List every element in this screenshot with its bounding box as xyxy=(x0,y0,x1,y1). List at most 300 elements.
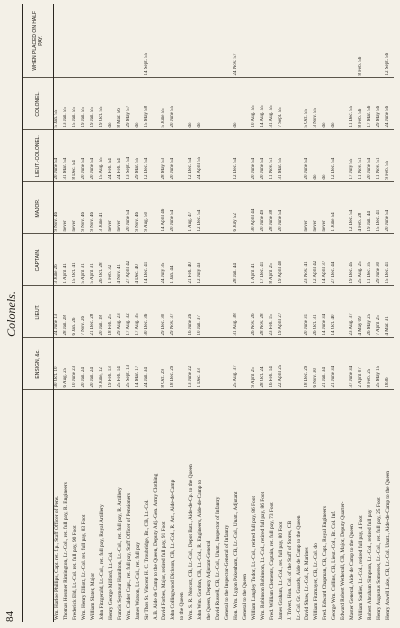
officer-name-cell: Thomas Hosmer Rimington, Lt.-Col., ret. full pay, R. Engineers xyxy=(63,482,70,620)
officer-name-cell: David Shaw, Lt.-Col., R. Marines xyxy=(304,547,311,620)
date-cell xyxy=(215,234,224,286)
date-cell: 20 June 54 xyxy=(385,182,394,234)
date-cell: 19 Jan. 55 xyxy=(81,78,90,130)
date-cell: 24 June 13 xyxy=(54,286,64,338)
officer-name-cell: George Wm. Collins, CB, Lieut.-Col., Bt. Col. Inf. xyxy=(331,510,338,620)
date-cell: 15 Jan. 55 xyxy=(72,78,81,130)
officer-name-cell: General to the Inspector-General of Infantry xyxy=(224,524,231,620)
table-row xyxy=(72,4,81,622)
date-cell xyxy=(224,130,233,182)
date-cell xyxy=(153,286,162,338)
table-row xyxy=(126,4,135,622)
date-cell xyxy=(179,286,188,338)
date-cell xyxy=(340,130,349,182)
date-cell xyxy=(242,4,251,78)
date-cell: 20 Jan. 24 xyxy=(90,338,99,390)
date-cell: never xyxy=(63,182,72,234)
date-cell xyxy=(224,182,233,234)
date-cell: never xyxy=(313,182,322,234)
date-cell: 23 Feb. 15 xyxy=(269,286,278,338)
date-cell: 11 Nov. 51 xyxy=(358,130,367,182)
date-cell xyxy=(206,182,215,234)
officer-name-cell: John Fitzgerald, Lt.-Col., ret. full pay, Royal Artillery xyxy=(98,504,105,620)
date-cell: 24 Jan. 34 xyxy=(144,338,153,390)
date-cell: 20 June 49 xyxy=(260,182,269,234)
date-cell: 4 Dec. 40 xyxy=(135,234,144,286)
date-cell: 29 June 30 xyxy=(376,234,385,286)
date-cell xyxy=(296,4,305,78)
date-cell: do xyxy=(197,78,206,130)
date-cell xyxy=(179,338,188,390)
date-cell: do xyxy=(322,78,331,130)
table-row xyxy=(376,4,385,622)
date-cell xyxy=(224,78,233,130)
table-row xyxy=(108,4,117,622)
date-cell xyxy=(72,4,81,78)
date-cell: 1 June 54 xyxy=(331,182,340,234)
officer-name-cell: A.B. Aide de Camp to the Queen, Deputy Adj.-Gen. Army Clothing xyxy=(152,473,159,620)
date-cell: 21 Dec. 28 xyxy=(90,286,99,338)
date-cell: 24 Nov. 57 xyxy=(233,4,242,78)
table-row xyxy=(224,4,233,622)
date-cell: 8 Feb. 25 xyxy=(367,338,376,390)
date-cell: 5 April 31 xyxy=(81,234,90,286)
table-row xyxy=(313,4,322,622)
date-cell: 11 Dec. 35 xyxy=(367,234,376,286)
date-cell: 20 June 31 xyxy=(304,286,313,338)
date-cell: never xyxy=(117,182,126,234)
date-cell: 15 Dec. 41 xyxy=(376,182,385,234)
date-cell: 12 Dec. 54 xyxy=(233,130,242,182)
officer-name-cell: Master General, Aide de Camp to the Queen xyxy=(349,524,356,620)
date-cell: 5 June 55 xyxy=(161,78,170,130)
officer-name-cell: Frederick Eld, Lt.-Col. ret. full pay, 90 Foot xyxy=(72,525,79,620)
officer-name-cell: General to the Queen xyxy=(241,574,248,620)
date-cell: do xyxy=(313,130,322,182)
date-cell: 17 Aug. 32 xyxy=(126,286,135,338)
date-cell: 21 Jan. 34 xyxy=(322,338,331,390)
table-row xyxy=(81,4,90,622)
date-cell: 23 Aug. 37 xyxy=(349,286,358,338)
date-cell: 29 Nov. 37 xyxy=(170,286,179,338)
officer-name-cell: John Wm. Gordon, CB, Lt.-Col., R. Engineers, Aide-de-Camp to xyxy=(197,479,204,620)
table-row xyxy=(117,4,126,622)
date-cell: 1 Feb. 32 xyxy=(108,234,117,286)
date-cell: 14 Aug. 55 xyxy=(260,78,269,130)
date-cell: 20 June 54 xyxy=(90,130,99,182)
officer-name-cell: William Sadlier, Lt.-Col., retired full pay, 4 Foot xyxy=(358,515,365,620)
date-cell: 14 April 46 xyxy=(161,182,170,234)
date-cell: 1 Jan. 44 xyxy=(170,234,179,286)
date-cell: 30 April 44 xyxy=(251,182,260,234)
date-cell: 21 June 34 xyxy=(331,338,340,390)
date-cell xyxy=(331,4,340,78)
table-row xyxy=(385,4,394,622)
date-cell: 11 Nov. 51 xyxy=(376,130,385,182)
date-cell: 1836 xyxy=(385,338,394,390)
date-cell xyxy=(349,4,358,78)
date-cell: 4 May 09 xyxy=(358,286,367,338)
date-cell xyxy=(340,182,349,234)
table-row xyxy=(260,4,269,622)
table-row xyxy=(251,4,260,622)
officer-name-cell: John Collingwood Dickson, CB, Lt.-Col., R. Art., Aide-de-Camp xyxy=(170,479,177,620)
date-cell xyxy=(206,130,215,182)
date-cell: 10 June 23 xyxy=(72,338,81,390)
date-cell: 4 Nov. 41 xyxy=(117,234,126,286)
date-cell xyxy=(81,4,90,78)
date-cell: 7 Nov. 26 xyxy=(81,286,90,338)
officer-name-cell: J. Trivett, Hon. Col. of the Staff of Stores, CB xyxy=(286,520,293,620)
date-cell: 24 April 55 xyxy=(197,130,206,182)
officer-name-cell: Sir Thos St. Vincent H. C. Troubridge, Bt., CB, Lt.-Col. xyxy=(143,499,150,620)
officer-name-cell: David Forbes, Major, retired full pay, 91 Foot xyxy=(161,521,168,620)
date-cell: 20 Jan. 24 xyxy=(81,338,90,390)
date-cell: 7 April 25 xyxy=(376,286,385,338)
date-cell xyxy=(135,4,144,78)
date-cell: do xyxy=(322,130,331,182)
date-cell: 24 July 35 xyxy=(161,234,170,286)
officer-name-cell: Henry Augustus Somerset, Lt.-Col., ret. full pay, 25 Foot xyxy=(375,497,382,620)
date-cell xyxy=(340,78,349,130)
officer-name-cell: Henry George Milford, Lt.-Col. xyxy=(107,551,114,620)
date-cell: 19 Dec. 45 xyxy=(349,234,358,286)
date-cell: 15 Aug. 55 xyxy=(99,130,108,182)
date-cell: 19 April 40 xyxy=(278,234,287,286)
ledger-body xyxy=(54,4,395,622)
date-cell xyxy=(153,78,162,130)
date-cell xyxy=(287,182,296,234)
date-cell xyxy=(340,286,349,338)
date-cell xyxy=(63,4,72,78)
date-cell: 13 Sept. 54 xyxy=(126,130,135,182)
date-cell: never xyxy=(108,182,117,234)
date-cell: 25 May 15 xyxy=(376,338,385,390)
date-cell: 29 Mar. 55 xyxy=(135,130,144,182)
table-row xyxy=(296,4,305,622)
date-cell xyxy=(296,234,305,286)
date-cell xyxy=(153,130,162,182)
date-cell xyxy=(296,338,305,390)
column-header: LIEUT. xyxy=(23,286,54,338)
officer-name-cell: Wm. Henry Elliott, Lt.-Col. ret. full pay, 83 Foot xyxy=(81,514,88,620)
date-cell xyxy=(224,338,233,390)
date-cell: 28 May 53 xyxy=(161,130,170,182)
date-cell xyxy=(206,286,215,338)
officer-name-cell: Wm. Harloe Phillips, Capt. ret. f.p., Staff Officer of Pens. xyxy=(54,495,60,620)
date-cell: never xyxy=(322,182,331,234)
date-cell: 13 Jan. 55 xyxy=(63,78,72,130)
date-cell: 9 Nov. 46 xyxy=(90,182,99,234)
table-row xyxy=(215,4,224,622)
officer-name-cell: James Graham, Lt.-Col., ret. full pay, 80 Foot xyxy=(277,521,284,620)
date-cell xyxy=(215,286,224,338)
officer-name-cell: James Watson, Lt.-Col., ret. full pay xyxy=(134,542,141,620)
date-cell: 8 April 25 xyxy=(269,234,278,286)
date-cell: 16 Feb. 14 xyxy=(269,338,278,390)
date-cell: 28 Jan. 44 xyxy=(233,234,242,286)
date-cell xyxy=(153,182,162,234)
date-cell: 25 Aug. 37 xyxy=(233,338,242,390)
date-cell: 4 Feb. 28 xyxy=(358,182,367,234)
table-row xyxy=(358,4,367,622)
date-cell: 9 Nov. 46 xyxy=(81,182,90,234)
date-cell: 19 Jan. 55 xyxy=(90,78,99,130)
date-cell: do xyxy=(233,78,242,130)
date-cell xyxy=(224,234,233,286)
date-cell: 26 Oct. 28 xyxy=(99,234,108,286)
date-cell xyxy=(188,4,197,78)
date-cell xyxy=(304,4,313,78)
date-cell xyxy=(269,4,278,78)
date-cell xyxy=(322,4,331,78)
date-cell: 8 Oct. 29 xyxy=(161,338,170,390)
date-cell: 20 June 54 xyxy=(170,130,179,182)
officer-name-cell: Wm. Robinson Robinson, Lt.-Col., retired full pay, 86 Foot xyxy=(259,491,266,620)
officer-name-cell: William Langley Tudor, Lt.-Col., retired full pay, 86 Foot xyxy=(250,496,257,620)
officer-name-cell: Henry Atwell Lake, CB, Lt.-Col. Unatt., Aide-de-Camp to the Queen xyxy=(384,471,391,620)
table-row xyxy=(54,4,64,622)
date-cell: 22 April 25 xyxy=(278,338,287,390)
date-cell xyxy=(296,286,305,338)
date-cell: 20 June 55 xyxy=(170,78,179,130)
officer-name-cell: Wm. S. R. Norcott, CB, Lt.-Col., Depot Batt., Aide-de-Cp. to the Queen xyxy=(188,464,195,620)
date-cell xyxy=(287,130,296,182)
date-cell: 26 Oct. 31 xyxy=(313,286,322,338)
date-cell xyxy=(153,338,162,390)
officer-ledger-table xyxy=(22,4,394,622)
date-cell: 1 Dec. 33 xyxy=(197,338,206,390)
date-cell: 21 Feb. 40 xyxy=(188,234,197,286)
date-cell: 14 Oct. 40 xyxy=(331,286,340,338)
date-cell: 20 June 54 xyxy=(278,182,287,234)
table-row xyxy=(340,4,349,622)
date-cell: 9 Aug. 50 xyxy=(144,182,153,234)
date-cell: 18 Dec. 29 xyxy=(304,338,313,390)
table-row xyxy=(287,4,296,622)
date-cell: 3 June 41 xyxy=(99,182,108,234)
table-row xyxy=(349,4,358,622)
table-row xyxy=(188,4,197,622)
date-cell xyxy=(215,338,224,390)
date-cell: 15 Dec. 41 xyxy=(385,234,394,286)
date-cell: 3 June 26 xyxy=(54,234,64,286)
date-cell xyxy=(179,4,188,78)
date-cell xyxy=(242,286,251,338)
date-cell: 14 April 37 xyxy=(322,234,331,286)
date-cell xyxy=(224,286,233,338)
date-cell: 29 Aug. 23 xyxy=(117,286,126,338)
officer-name-cell: Francis Seymour Hamilton, Lt.-Col., ret. full pay, R. Artillery xyxy=(116,487,123,620)
date-cell: 28 Nov. 28 xyxy=(260,286,269,338)
table-row xyxy=(331,4,340,622)
table-row xyxy=(206,4,215,622)
date-cell: 6 Jan. 26 xyxy=(72,286,81,338)
date-cell xyxy=(126,4,135,78)
officer-name-cell: the Queen, Deputy Adjutant-General xyxy=(206,540,213,620)
table-row xyxy=(197,4,206,622)
date-cell: 1 Aug. 47 xyxy=(188,182,197,234)
date-cell: 17 July 55 xyxy=(349,130,358,182)
date-cell xyxy=(206,4,215,78)
date-cell: 31 Aug. 38 xyxy=(233,286,242,338)
date-cell: 8 Mar. 56 xyxy=(117,78,126,130)
date-cell: 1 April 41 xyxy=(251,234,260,286)
date-cell xyxy=(153,234,162,286)
date-cell xyxy=(179,78,188,130)
date-cell: 2 April 07 xyxy=(358,338,367,390)
date-cell: do xyxy=(188,78,197,130)
date-cell xyxy=(224,4,233,78)
date-cell xyxy=(197,4,206,78)
date-cell: 26 Nov. 26 xyxy=(251,286,260,338)
table-row xyxy=(63,4,72,622)
date-cell xyxy=(287,286,296,338)
column-header: COLONEL. xyxy=(23,78,54,130)
date-cell: 29 May 57 xyxy=(126,78,135,130)
date-cell: do xyxy=(331,78,340,130)
date-cell xyxy=(206,234,215,286)
officer-name-cell: Hon. Wm. Lygon Pakenham, CB, Lt.-Col., Unatt., Adjutant xyxy=(232,491,239,620)
date-cell: 8 Feb. 56 xyxy=(358,78,367,130)
date-cell xyxy=(278,4,287,78)
date-cell xyxy=(153,4,162,78)
date-cell xyxy=(242,234,251,286)
date-cell: 20 Jan. 18 xyxy=(99,286,108,338)
date-cell: do xyxy=(108,78,117,130)
date-cell: 23 Nov. 41 xyxy=(304,234,313,286)
date-cell: 30 Dec. 36 xyxy=(144,286,153,338)
date-cell: 8 Dec. 54 xyxy=(72,130,81,182)
date-cell: 8 Feb. 56 xyxy=(358,4,367,78)
officer-name-cell: Fred. Edward Chapman, CB, Capt., Royal Engineers xyxy=(322,506,329,620)
date-cell: 29 Dec. 30 xyxy=(161,286,170,338)
date-cell: 24 June 56 xyxy=(385,78,394,130)
date-cell: 25 Aug. 25 xyxy=(358,234,367,286)
date-cell: 19 Jan. 44 xyxy=(367,182,376,234)
date-cell: 28 Jan. 28 xyxy=(63,286,72,338)
date-cell: 27 April 42 xyxy=(126,234,135,286)
date-cell xyxy=(206,338,215,390)
date-cell xyxy=(215,4,224,78)
date-cell: 20 June 54 xyxy=(367,130,376,182)
date-cell: 29 May 56 xyxy=(376,78,385,130)
date-cell: 19 April 27 xyxy=(278,286,287,338)
date-cell: 17 Mar. 56 xyxy=(367,78,376,130)
date-cell: 18 Feb. 25 xyxy=(108,286,117,338)
date-cell xyxy=(215,182,224,234)
date-cell xyxy=(179,130,188,182)
date-cell: 19 Oct. 55 xyxy=(99,78,108,130)
date-cell: 9 June, 12 xyxy=(99,338,108,390)
date-cell xyxy=(287,4,296,78)
date-cell xyxy=(287,338,296,390)
date-cell: 9 Feb. 55 xyxy=(385,130,394,182)
date-cell: 17 Aug. 35 xyxy=(135,286,144,338)
date-cell: 20 June 54 xyxy=(304,130,313,182)
date-cell xyxy=(251,4,260,78)
table-row xyxy=(269,4,278,622)
table-row xyxy=(242,4,251,622)
table-row xyxy=(304,4,313,622)
date-cell xyxy=(340,338,349,390)
officer-name-cell: to the Queen xyxy=(179,592,186,620)
date-cell xyxy=(179,182,188,234)
date-cell xyxy=(242,182,251,234)
table-row xyxy=(278,4,287,622)
date-cell: 14 June 34 xyxy=(322,286,331,338)
officer-name-cell: Robert Abraham Simpson, Lt.-Col., retired full pay xyxy=(367,509,374,620)
date-cell xyxy=(242,338,251,390)
date-cell: 12 Sept. 56 xyxy=(385,4,394,78)
date-cell: do xyxy=(135,78,144,130)
date-cell: 20 June 54 xyxy=(251,130,260,182)
running-head: Colonels. xyxy=(4,291,18,337)
column-header: WHEN PLACED ON HALF PAY. xyxy=(23,4,54,78)
date-cell: 12 Dec. 54 xyxy=(331,130,340,182)
table-row xyxy=(170,4,179,622)
date-cell: 5 April 31 xyxy=(90,234,99,286)
date-cell: 15 May 58 xyxy=(144,78,153,130)
date-cell xyxy=(242,130,251,182)
date-cell: 12 Dec. 54 xyxy=(197,182,206,234)
date-cell: never xyxy=(72,182,81,234)
date-cell: 14 Sept. 55 xyxy=(144,4,153,78)
date-cell xyxy=(170,4,179,78)
header-row xyxy=(23,4,54,622)
date-cell: 9 Nov. 46 xyxy=(135,182,144,234)
officer-name-cell: Lt.-Col. Gr. Guards, Aide de Camp to the Queen xyxy=(295,515,302,620)
date-cell: 20 June 54 xyxy=(170,182,179,234)
date-cell: 11 Nov. 51 xyxy=(269,130,278,182)
date-cell: 37 June 34 xyxy=(349,338,358,390)
date-cell: 20 June 54 xyxy=(54,130,64,182)
date-cell: 5 Oct. 55 xyxy=(304,78,313,130)
table-row xyxy=(322,4,331,622)
table-row xyxy=(179,4,188,622)
date-cell xyxy=(54,4,64,78)
date-cell: 15 Oct. 41 xyxy=(72,234,81,286)
date-cell: 3 Nov. 55 xyxy=(313,78,322,130)
date-cell: 10 Aug. 55 xyxy=(251,78,260,130)
date-cell: 12 April 42 xyxy=(313,234,322,286)
date-cell: 19 Feb. 13 xyxy=(108,338,117,390)
officer-name-cell: Wm. Calder Capt., ret. full pay, Staff Officer of Pensioners xyxy=(125,493,132,620)
date-cell: 12 July 43 xyxy=(197,234,206,286)
officer-name-cell: Edward Robert Wetherall, CB, Major, Deputy Quarter- xyxy=(340,501,347,620)
officer-name-cell: William Slater, Major xyxy=(89,572,96,620)
date-cell xyxy=(287,234,296,286)
date-cell: 4 Mar. 31 xyxy=(385,286,394,338)
date-cell: 24 Feb. 54 xyxy=(117,130,126,182)
column-header: ENSIGN, &c. xyxy=(23,338,54,390)
column-header: CAPTAIN. xyxy=(23,234,54,286)
date-cell: 25 Feb. 14 xyxy=(117,338,126,390)
date-cell: 12 Dec. 54 xyxy=(144,130,153,182)
date-cell xyxy=(260,4,269,78)
date-cell xyxy=(108,4,117,78)
date-cell: 12 Dec. 54 xyxy=(188,130,197,182)
date-cell xyxy=(287,78,296,130)
column-header: LIEUT.-COLONEL. xyxy=(23,130,54,182)
date-cell: 14 Mar. 17 xyxy=(135,338,144,390)
date-cell: 31 Mar. 55 xyxy=(278,130,287,182)
date-cell xyxy=(206,78,215,130)
table-row xyxy=(90,4,99,622)
date-cell xyxy=(242,78,251,130)
officer-name-cell: William Fitzmayer, CB, Lt.-Col. do xyxy=(313,543,320,620)
table-row xyxy=(233,4,242,622)
